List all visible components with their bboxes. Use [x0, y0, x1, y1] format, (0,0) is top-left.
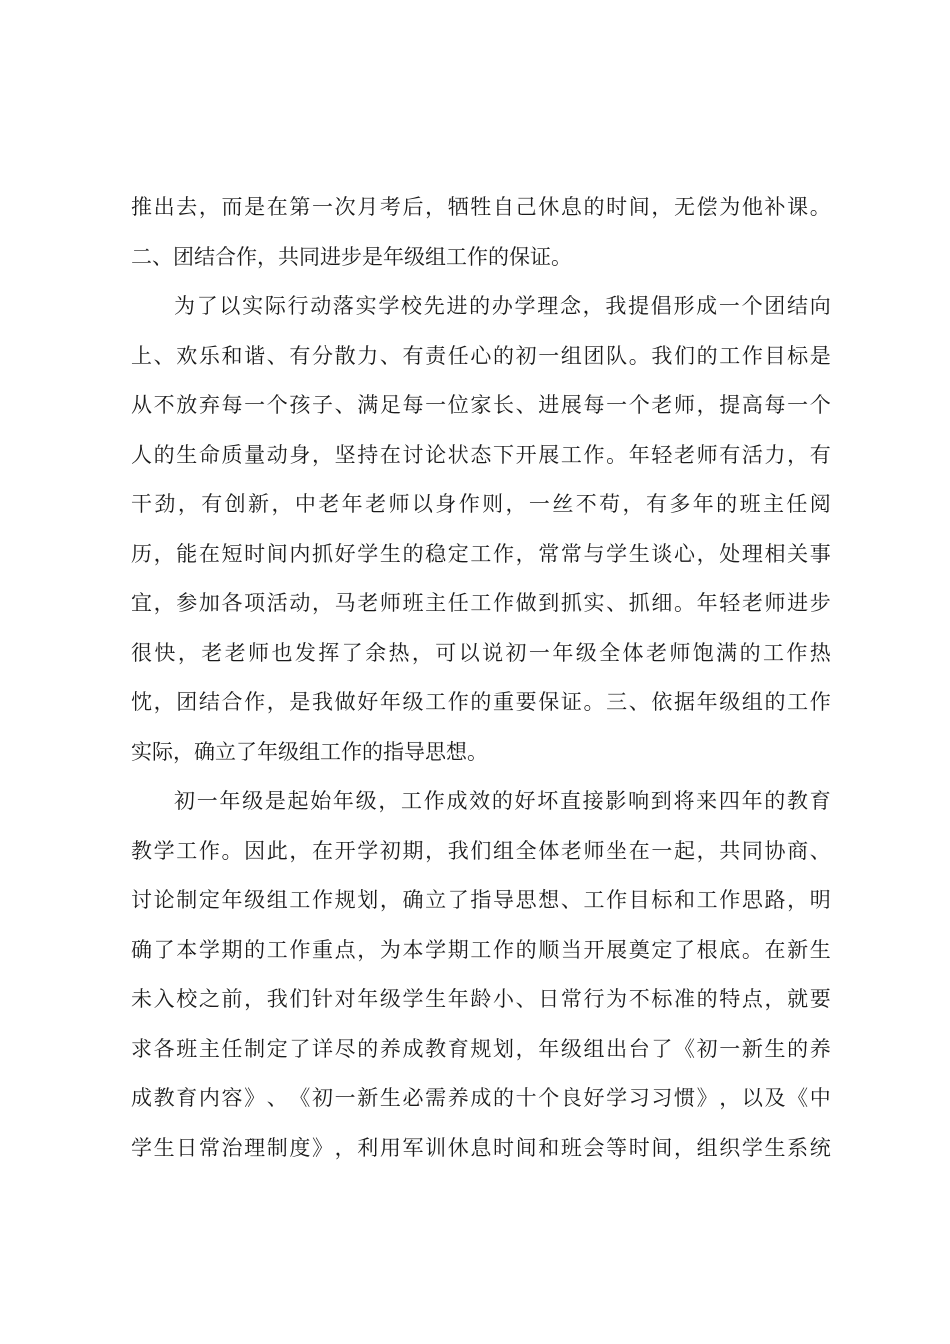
text-line: 推 出 去 ， 而 是 在 第 一 次 月 考 后 ， 牺 牲 自 己 休 息 的 时 间 ， 无 偿 为 他 补 课 。 — [131, 195, 831, 219]
text-line: 从 不 放 弃 每 一 个 孩 子 、 满 足 每 一 位 家 长 、 进 展 每 一 个 老 师 ， 提 高 每 一 个 — [131, 393, 831, 417]
text-line: 初 一 年 级 是 起 始 年 级 ， 工 作 成 效 的 好 坏 直 接 影 响 到 将 来 四 年 的 教 育 — [174, 789, 831, 813]
text-line: 宜 ， 参 加 各 项 活 动 ， 马 老 师 班 主 任 工 作 做 到 抓 实 、 抓 细 。 年 轻 老 师 进 步 — [131, 591, 831, 615]
text-line: 学 生 日 常 治 理 制 度 》 ， 利 用 军 训 休 息 时 间 和 班 会 等 时 间 ， 组 织 学 生 系 统 — [131, 1135, 831, 1160]
text-line: 历 ， 能 在 短 时 间 内 抓 好 学 生 的 稳 定 工 作 ， 常 常 与 学 生 谈 心 ， 处 理 相 关 事 — [131, 541, 831, 566]
text-line: 忱 ， 团 结 合 作 ， 是 我 做 好 年 级 工 作 的 重 要 保 证 。 三 、 依 据 年 级 组 的 工 作 — [131, 690, 831, 714]
text-line: 成 教 育 内 容 》 、 《 初 一 新 生 必 需 养 成 的 十 个 良 好 学 习 习 惯 》 ， 以 及 《 中 — [131, 1086, 831, 1110]
text-line: 教 学 工 作 。 因 此 ， 在 开 学 初 期 ， 我 们 组 全 体 老 师 坐 在 一 起 ， 共 同 协 商 、 — [131, 838, 831, 863]
text-line: 二 、 团 结 合 作 ， 共 同 进 步 是 年 级 组 工 作 的 保 证 。 — [131, 244, 572, 269]
text-line: 上 、 欢 乐 和 谐 、 有 分 散 力 、 有 责 任 心 的 初 一 组 团 队 。 我 们 的 工 作 目 标 是 — [131, 343, 831, 368]
text-line: 人 的 生 命 质 量 动 身 ， 坚 持 在 讨 论 状 态 下 开 展 工 作 。 年 轻 老 师 有 活 力 ， 有 — [131, 442, 831, 467]
text-line: 为 了 以 实 际 行 动 落 实 学 校 先 进 的 办 学 理 念 ， 我 提 倡 形 成 一 个 团 结 向 — [174, 294, 831, 318]
text-line: 讨 论 制 定 年 级 组 工 作 规 划 ， 确 立 了 指 导 思 想 、 工 作 目 标 和 工 作 思 路 ， 明 — [131, 888, 831, 912]
text-line: 确 了 本 学 期 的 工 作 重 点 ， 为 本 学 期 工 作 的 顺 当 开 展 奠 定 了 根 底 。 在 新 生 — [131, 937, 831, 962]
text-line: 干 劲 ， 有 创 新 ， 中 老 年 老 师 以 身 作 则 ， 一 丝 不 苟 ， 有 多 年 的 班 主 任 阅 — [131, 492, 831, 516]
text-line: 很 快 ， 老 老 师 也 发 挥 了 余 热 ， 可 以 说 初 一 年 级 全 体 老 师 饱 满 的 工 作 热 — [131, 640, 831, 665]
text-line: 实 际 ， 确 立 了 年 级 组 工 作 的 指 导 思 想 。 — [131, 739, 488, 764]
text-line: 求 各 班 主 任 制 定 了 详 尽 的 养 成 教 育 规 划 ， 年 级 组 出 台 了 《 初 一 新 生 的 养 — [131, 1036, 831, 1061]
text-line: 未 入 校 之 前 ， 我 们 针 对 年 级 学 生 年 龄 小 、 日 常 行 为 不 标 准 的 特 点 ， 就 要 — [131, 987, 831, 1011]
document-body — [131, 187, 831, 1177]
